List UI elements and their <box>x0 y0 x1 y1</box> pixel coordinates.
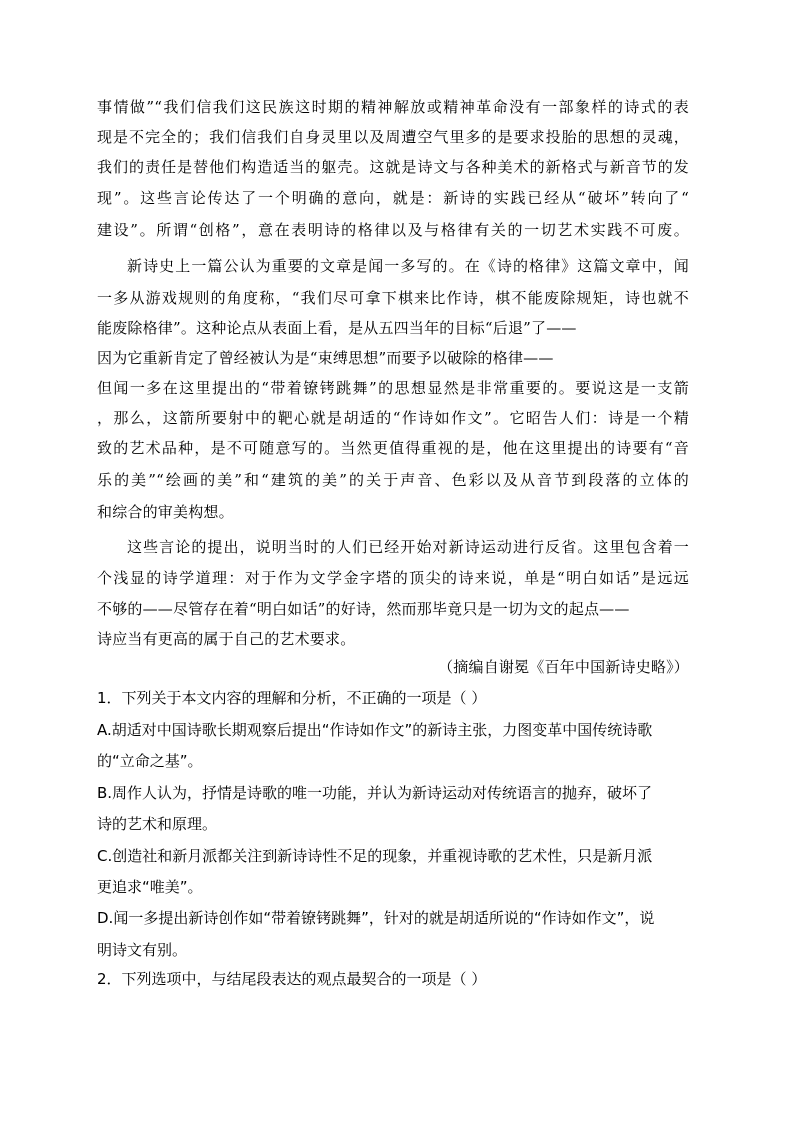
option-c-line: C.创造社和新月派都关注到新诗诗性不足的现象，并重视诗歌的艺术性，只是新月派 <box>97 847 653 865</box>
question-1 <box>97 687 697 709</box>
passage-line: 建设”。所谓“创格”，意在表明诗的格律以及与格律有关的一切艺术实践不可废。 <box>97 221 689 239</box>
option-a-line: A.胡适对中国诗歌长期观察后提出“作诗如作文”的新诗主张，力图变革中国传统诗歌 <box>97 721 653 739</box>
passage-line: 不够的——尽管存在着“明白如话”的好诗，然而那毕竟只是一切为文的起点—— <box>97 600 630 618</box>
option-d-line: D.闻一多提出新诗创作如“带着镣铐跳舞”，针对的就是胡适所说的“作诗如作文”，说 <box>97 909 655 927</box>
passage-line: ，那么，这箭所要射中的靶心就是胡适的“作诗如作文”。它昭告人们：诗是一个精 <box>97 409 689 427</box>
question-number: 2． <box>97 970 122 988</box>
option-c-line: 更追求“唯美”。 <box>97 878 203 896</box>
question-2 <box>97 968 697 990</box>
option-b-line: B.周作人认为，抒情是诗歌的唯一功能，并认为新诗运动对传统语言的抛弃，破坏了 <box>97 784 653 802</box>
option-b-line: 诗的艺术和原理。 <box>97 815 218 833</box>
passage-line: 乐的美”“绘画的美”和“建筑的美”的关于声音、色彩以及从音节到段落的立体的 <box>97 471 689 489</box>
passage-line: 我们的责任是替他们构造适当的躯壳。这就是诗文与各种美术的新格式与新音节的发 <box>97 158 689 176</box>
passage-line: 能废除格律”。这种论点从表面上看，是从五四当年的目标“后退”了—— <box>97 319 577 337</box>
passage-line: 诗应当有更高的属于自己的艺术要求。 <box>97 630 356 648</box>
passage-line: 新诗史上一篇公认为重要的文章是闻一多写的。在《诗的格律》这篇文章中，闻 <box>127 257 689 275</box>
option-d-line: 明诗文有别。 <box>97 941 188 959</box>
option-a-line: 的“立命之基”。 <box>97 752 203 770</box>
passage-line: 致的艺术品种，是不可随意写的。当然更值得重视的是，他在这里提出的诗要有“音 <box>97 439 689 457</box>
passage-line: 现是不完全的；我们信我们自身灵里以及周遭空气里多的是要求投胎的思想的灵魂， <box>97 128 689 146</box>
passage-line: 事情做”“我们信我们这民族这时期的精神解放或精神革命没有一部象样的诗式的表 <box>97 98 689 116</box>
passage-line: 和综合的审美构想。 <box>97 503 234 521</box>
question-stem: 下列关于本文内容的理解和分析，不正确的一项是（ ） <box>121 689 487 707</box>
passage-line: 这些言论的提出，说明当时的人们已经开始对新诗运动进行反省。这里包含着一 <box>127 538 689 556</box>
passage-line: 因为它重新肯定了曾经被认为是“束缚思想”而要予以破除的格律—— <box>97 349 554 367</box>
passage-line: 个浅显的诗学道理：对于作为文学金字塔的顶尖的诗来说，单是“明白如话”是远远 <box>97 569 689 587</box>
passage-line: 现”。这些言论传达了一个明确的意向，就是：新诗的实践已经从“破坏”转向了“ <box>97 189 689 207</box>
passage-line: 一多从游戏规则的角度称，“我们尽可拿下棋来比作诗，棋不能废除规矩，诗也就不 <box>97 289 689 307</box>
passage-source: （摘编自谢冕《百年中国新诗史略》） <box>438 658 689 676</box>
question-stem: 下列选项中，与结尾段表达的观点最契合的一项是（ ） <box>121 970 487 988</box>
question-number: 1． <box>97 689 122 707</box>
passage-line: 但闻一多在这里提出的“带着镣铐跳舞”的思想显然是非常重要的。要说这是一支箭 <box>97 379 689 397</box>
